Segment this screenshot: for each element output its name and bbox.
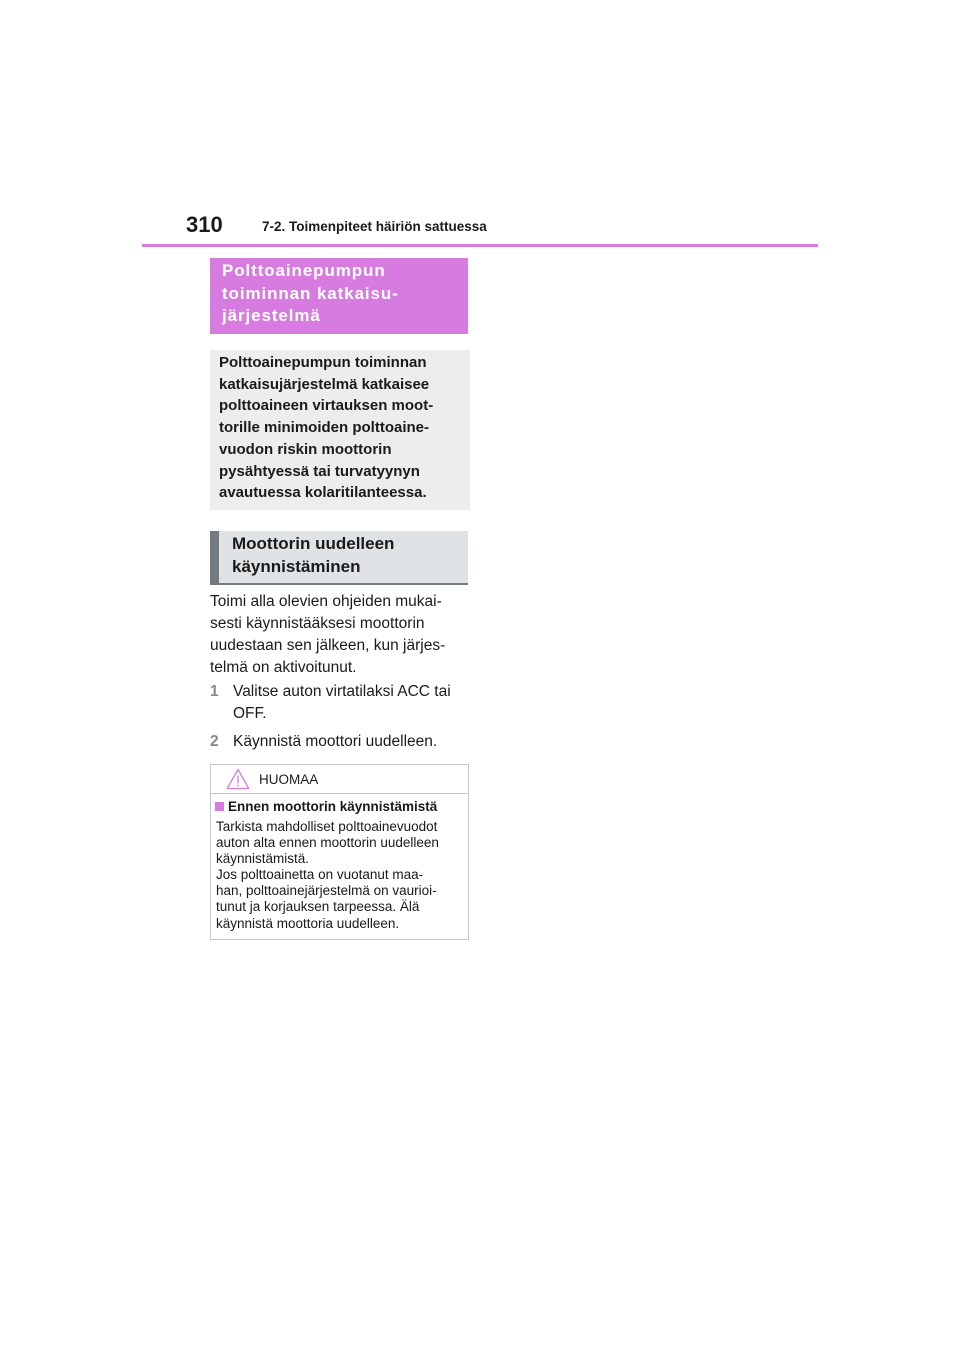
notice-line: auton alta ennen moottorin uudelleen [216, 835, 439, 851]
intro-line: avautuessa kolaritilanteessa. [219, 484, 427, 502]
restart-instructions-paragraph [210, 591, 472, 679]
engine-restart-heading [210, 531, 468, 585]
notice-line: Jos polttoainetta on vuotanut maa- [216, 867, 424, 883]
step-line: Valitse auton virtatilaksi ACC tai [233, 683, 451, 700]
notice-line: käynnistämistä. [216, 851, 310, 867]
notice-subheading [215, 798, 465, 815]
notice-subheading-text: Ennen moottorin käynnistämistä [228, 799, 438, 814]
chapter-title: 7-2. Toimenpiteet häiriön sattuessa [262, 219, 487, 234]
body-line: Toimi alla olevien ohjeiden mukai- [210, 593, 442, 610]
notice-line: tunut ja korjauksen tarpeessa. Älä [216, 899, 420, 915]
fuel-pump-cutoff-heading [210, 258, 468, 334]
intro-line: katkaisujärjestelmä katkaisee [219, 375, 430, 393]
notice-box [210, 764, 469, 940]
intro-line: pysähtyessä tai turvatyynyn [219, 462, 420, 480]
notice-line: käynnistä moottoria uudelleen. [216, 915, 400, 931]
intro-line: vuodon riskin moottorin [219, 440, 392, 458]
heading-line: käynnistäminen [232, 557, 361, 576]
intro-line: Polttoainepumpun toiminnan [219, 354, 427, 371]
notice-header [211, 765, 468, 794]
notice-line: Tarkista mahdolliset polttoainevuodot [216, 819, 438, 834]
notice-label: HUOMAA [259, 772, 319, 787]
intro-line: torille minimoiden polttoaine- [219, 419, 429, 437]
notice-text [216, 819, 466, 932]
heading-line: järjestelmä [222, 306, 321, 325]
step-item [210, 731, 472, 753]
notice-line: han, polttoainejärjestelmä on vaurioi- [216, 883, 437, 899]
heading-line: Moottorin uudelleen [232, 534, 395, 553]
header-divider [142, 244, 818, 247]
intro-line: polttoaineen virtauksen moot- [219, 397, 434, 415]
heading-line: Polttoainepumpun [222, 261, 386, 280]
step-number: 1 [210, 683, 219, 700]
page-number: 310 [186, 212, 223, 237]
body-line: uudestaan sen jälkeen, kun järjes- [210, 637, 446, 654]
step-item [210, 681, 472, 725]
step-line: Käynnistä moottori uudelleen. [233, 733, 438, 750]
fuel-cutoff-intro-box [210, 350, 470, 510]
heading-line: toiminnan katkaisu- [222, 283, 399, 303]
step-line: OFF. [233, 705, 267, 722]
step-number: 2 [210, 733, 219, 750]
square-bullet-icon [215, 802, 224, 811]
body-line: sesti käynnistääksesi moottorin [210, 615, 425, 632]
warning-triangle-icon [226, 768, 250, 790]
body-line: telmä on aktivoitunut. [210, 659, 357, 676]
